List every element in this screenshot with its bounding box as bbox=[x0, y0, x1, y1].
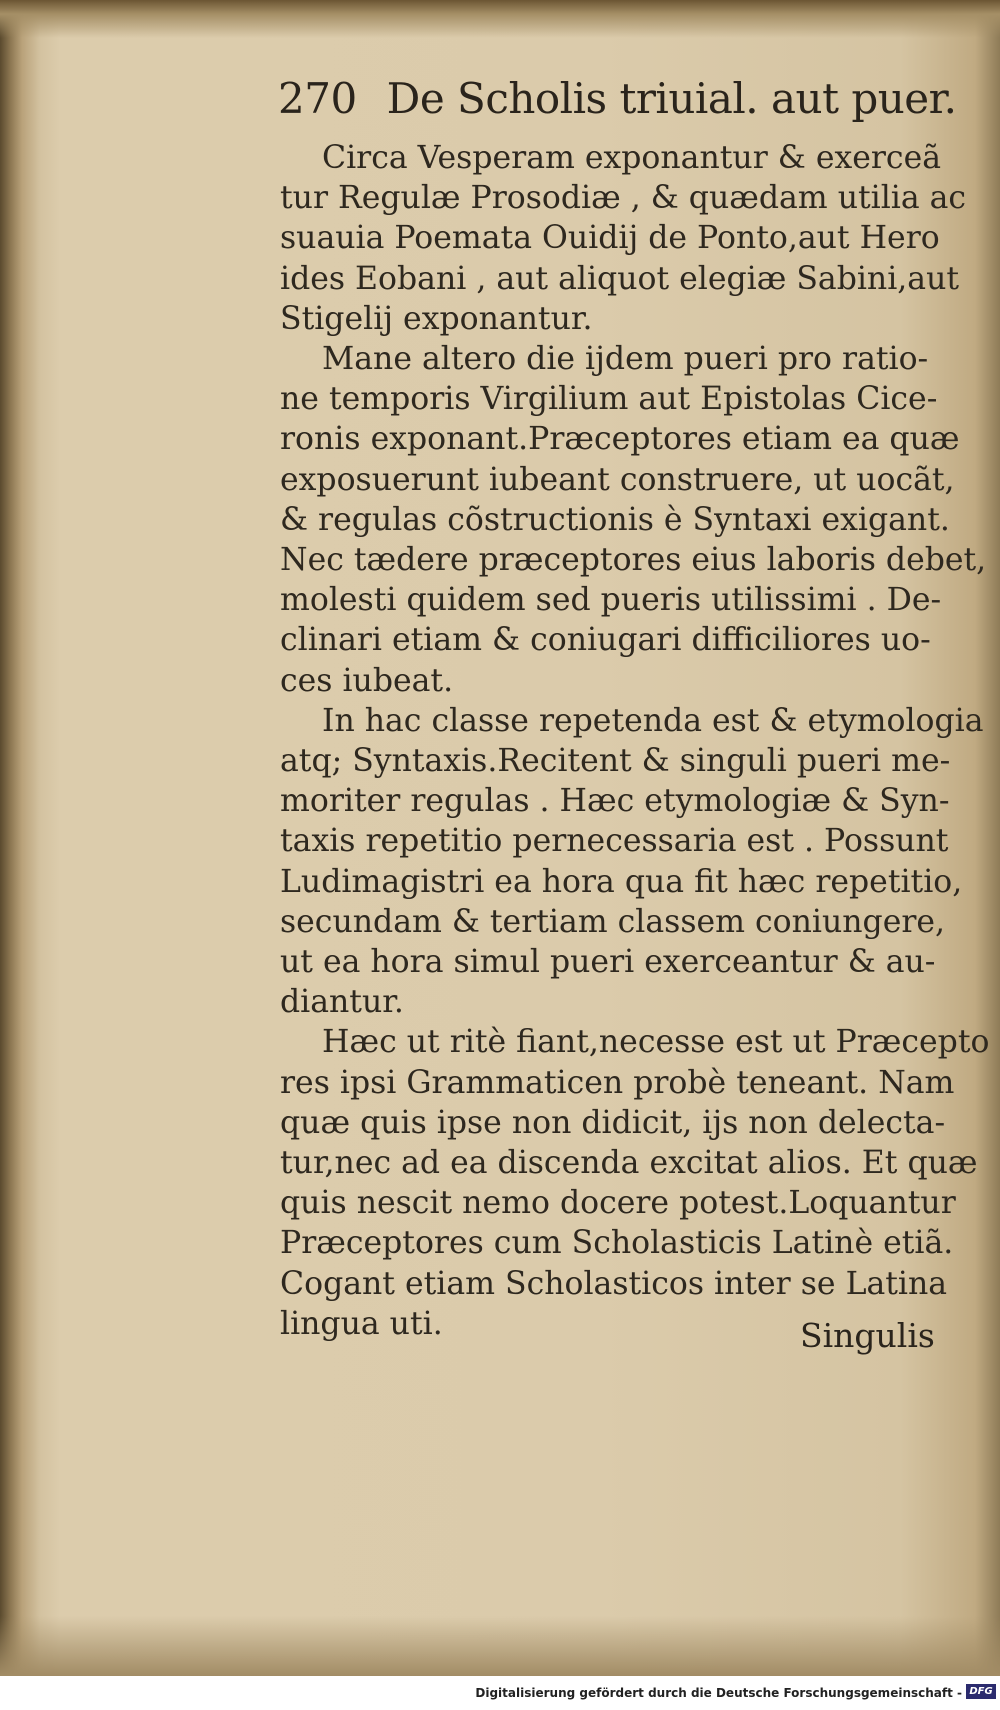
text-line: Mane altero die ijdem pueri pro ratio- bbox=[322, 341, 929, 378]
text-line: & regulas cõstructionis è Syntaxi exigant. bbox=[280, 501, 950, 538]
text-line: quis nescit nemo docere potest.Loquantur bbox=[280, 1185, 956, 1222]
funding-credit: Digitalisierung gefördert durch die Deutsche Forschungsgemeinschaft - bbox=[475, 1686, 962, 1700]
text-line: Cogant etiam Scholasticos inter se Latina bbox=[280, 1265, 948, 1302]
text-line: atq; Syntaxis.Recitent & singuli pueri me- bbox=[280, 743, 951, 780]
text-line: Circa Vesperam exponantur & exerceã bbox=[322, 140, 941, 176]
text-line: Ludimagistri ea hora qua fit hæc repetitio, bbox=[280, 863, 963, 900]
text-line: secundam & tertiam classem coniungere, bbox=[280, 903, 946, 940]
page-number: 270 bbox=[278, 74, 357, 123]
text-line: Præceptores cum Scholasticis Latinè etiã. bbox=[280, 1225, 954, 1262]
text-line: tur,nec ad ea discenda excitat alios. Et quæ bbox=[280, 1145, 978, 1182]
text-line: ne temporis Virgilium aut Epistolas Cice- bbox=[280, 381, 938, 418]
text-body bbox=[280, 138, 990, 1344]
text-line: ces iubeat. bbox=[280, 662, 454, 699]
text-line: suauia Poemata Ouidij de Ponto,aut Hero bbox=[280, 220, 940, 257]
running-title: De Scholis triuial. aut puer. bbox=[386, 74, 957, 123]
text-line: Stigelij exponantur. bbox=[280, 300, 593, 337]
text-line: ut ea hora simul pueri exerceantur & au- bbox=[280, 944, 936, 981]
text-line: diantur. bbox=[280, 984, 404, 1021]
text-line: moriter regulas . Hæc etymologiæ & Syn- bbox=[280, 783, 950, 820]
text-line: clinari etiam & coniugari difficiliores uo- bbox=[280, 622, 931, 659]
dfg-logo: DFG bbox=[966, 1684, 996, 1699]
text-line: exposuerunt iubeant construere, ut uocãt, bbox=[280, 461, 955, 498]
text-line: ides Eobani , aut aliquot elegiæ Sabini,aut bbox=[280, 260, 960, 297]
text-line: molesti quidem sed pueris utilissimi . De- bbox=[280, 582, 942, 619]
text-line: res ipsi Grammaticen probè teneant. Nam bbox=[280, 1064, 955, 1101]
text-line: Nec tædere præceptores eius laboris debet, bbox=[280, 542, 987, 579]
text-line: lingua uti. bbox=[280, 1305, 443, 1342]
text-line: quæ quis ipse non didicit, ijs non delecta- bbox=[280, 1104, 946, 1141]
text-line: taxis repetitio pernecessaria est . Possunt bbox=[280, 823, 949, 860]
digitization-footer bbox=[0, 1676, 1000, 1710]
catchword: Singulis bbox=[800, 1316, 935, 1355]
text-line: Hæc ut ritè fiant,necesse est ut Præcepto bbox=[322, 1024, 990, 1061]
text-line: tur Regulæ Prosodiæ , & quædam utilia ac bbox=[280, 180, 967, 217]
text-line: ronis exponant.Præceptores etiam ea quæ bbox=[280, 421, 960, 458]
running-header bbox=[278, 74, 957, 123]
text-line: In hac classe repetenda est & etymologia bbox=[322, 702, 984, 739]
